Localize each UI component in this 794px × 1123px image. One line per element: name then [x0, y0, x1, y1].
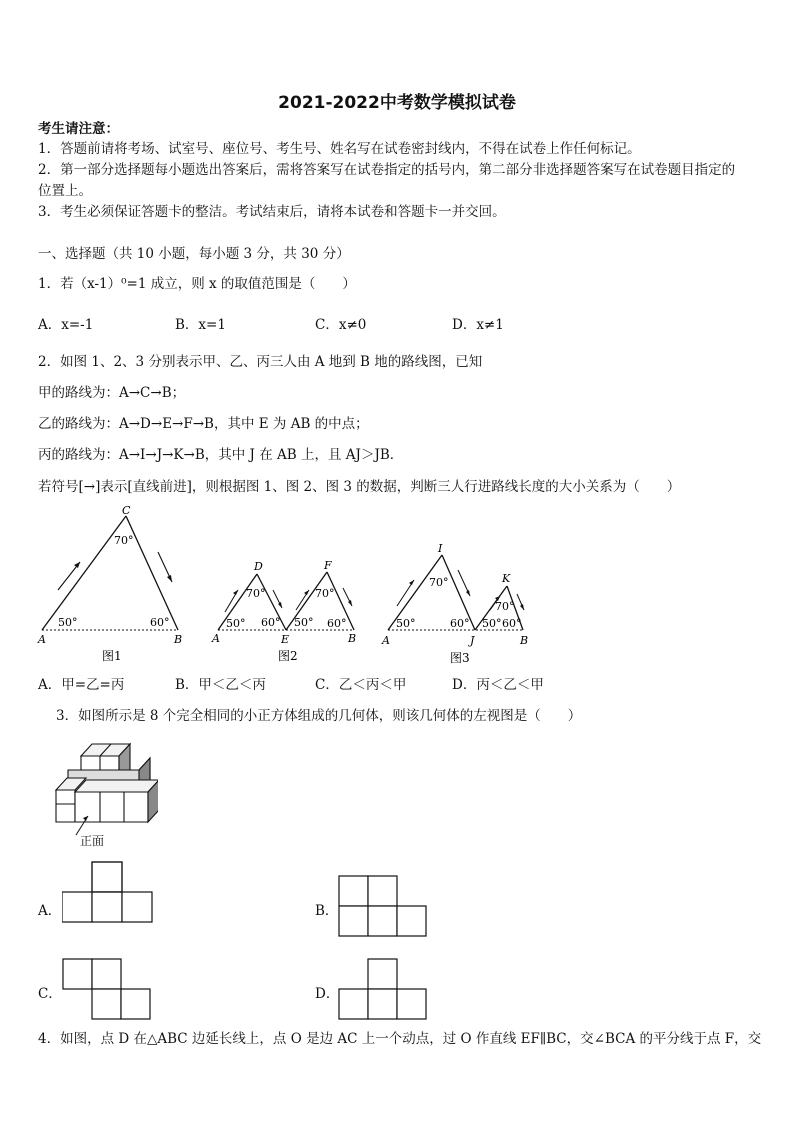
- fig3-angle-j2: 50°: [482, 617, 502, 630]
- q3-option-d: D．: [315, 986, 340, 1002]
- fig1-label-b: B: [174, 633, 183, 646]
- q3-option-c: C．: [38, 986, 62, 1002]
- fig2-label-d: D: [254, 560, 263, 573]
- fig3-angle-b: 60°: [502, 617, 522, 630]
- q1-option-a: A．x=-1: [38, 317, 94, 333]
- q2-option-d: D．丙＜乙＜甲: [452, 677, 544, 693]
- fig3-label-k: K: [502, 572, 511, 585]
- fig2-angle-d: 70°: [246, 587, 266, 600]
- q1-stem: 1．若（x-1）⁰=1 成立，则 x 的取值范围是（ ）: [38, 276, 356, 292]
- notice-item-2: 2．第一部分选择题每小题选出答案后，需将答案写在试卷指定的括号内，第二部分非选择题答案写在试卷题目指定的: [38, 162, 736, 178]
- q2-line-4: 丙的路线为：A→I→J→K→B，其中 J 在 AB 上，且 AJ＞JB．: [38, 447, 404, 463]
- q2-option-c: C．乙＜丙＜甲: [315, 677, 407, 693]
- fig1-label-a: A: [38, 633, 46, 646]
- q2-line-1: 2．如图 1、2、3 分别表示甲、乙、丙三人由 A 地到 B 地的路线图，已知: [38, 354, 483, 370]
- fig2-label-e: E: [281, 633, 290, 646]
- fig1-label-c: C: [122, 504, 131, 517]
- fig2-angle-f: 70°: [315, 587, 335, 600]
- q2-line-5: 若符号[→]表示[直线前进]，则根据图 1、图 2、图 3 的数据，判断三人行进路线长度的大小关系为（ ）: [38, 479, 681, 495]
- q2-option-b: B．甲＜乙＜丙: [175, 677, 266, 693]
- q3-stem: 3．如图所示是 8 个完全相同的小正方体组成的几何体，则该几何体的左视图是（ ）: [56, 708, 582, 724]
- q3-option-a-figure: [62, 861, 154, 923]
- q3-option-b-figure: [338, 875, 430, 937]
- fig1-angle-a: 50°: [58, 616, 78, 629]
- fig3-label-j: J: [470, 634, 475, 647]
- q4-stem: 4．如图，点 D 在△ABC 边延长线上，点 O 是边 AC 上一个动点，过 O 作直线 EF∥BC，交∠BCA 的平分线于点 F，交: [38, 1031, 762, 1047]
- fig2-angle-b: 60°: [327, 617, 347, 630]
- fig3-label-i: I: [438, 542, 443, 555]
- q2-line-3: 乙的路线为：A→D→E→F→B，其中 E 为 AB 的中点；: [38, 416, 369, 432]
- q1-option-c: C．x≠0: [315, 317, 367, 333]
- figure-1: [37, 504, 182, 663]
- q2-line-2: 甲的路线为：A→C→B；: [38, 385, 186, 401]
- page-title: 2021-2022中考数学模拟试卷: [278, 93, 516, 113]
- fig2-label-f: F: [324, 559, 332, 572]
- fig1-caption: 图1: [102, 649, 122, 663]
- q1-option-b: B．x=1: [175, 317, 226, 333]
- q3-front-label: 正面: [80, 834, 105, 848]
- fig3-angle-i: 70°: [429, 576, 449, 589]
- q2-option-a: A．甲=乙=丙: [38, 677, 125, 693]
- fig3-angle-j1: 60°: [450, 617, 470, 630]
- figure-2: [211, 559, 356, 663]
- notice-item-3: 3．考生必须保证答题卡的整洁。考试结束后，请将本试卷和答题卡一并交回。: [38, 204, 506, 220]
- fig2-caption: 图2: [278, 649, 298, 663]
- fig3-angle-a: 50°: [396, 617, 416, 630]
- notice-item-1: 1．答题前请将考场、试室号、座位号、考生号、姓名写在试卷密封线内，不得在试卷上作任何标记。: [38, 141, 641, 157]
- q3-option-d-figure: [338, 958, 430, 1020]
- fig2-label-b: B: [348, 632, 357, 645]
- fig2-angle-a: 50°: [226, 617, 246, 630]
- fig1-angle-c: 70°: [114, 534, 134, 547]
- fig3-caption: 图3: [450, 651, 470, 665]
- q3-option-b: B．: [315, 903, 339, 919]
- figure-3: [381, 542, 528, 665]
- q1-option-d: D．x≠1: [452, 317, 504, 333]
- fig3-angle-k: 70°: [495, 600, 515, 613]
- fig2-angle-e2: 50°: [294, 616, 314, 629]
- fig1-angle-b: 60°: [150, 616, 170, 629]
- fig2-label-a: A: [212, 632, 220, 645]
- notice-heading: 考生请注意：: [38, 121, 119, 137]
- notice-item-2-cont: 位置上。: [38, 183, 92, 199]
- q2-figures: [30, 500, 550, 670]
- q3-option-a: A．: [38, 903, 62, 919]
- fig3-label-b: B: [520, 634, 529, 647]
- section-heading: 一、选择题（共 10 小题，每小题 3 分，共 30 分）: [38, 246, 350, 262]
- fig2-angle-e1: 60°: [261, 616, 281, 629]
- q3-option-c-figure: [62, 958, 154, 1020]
- fig3-label-a: A: [382, 634, 390, 647]
